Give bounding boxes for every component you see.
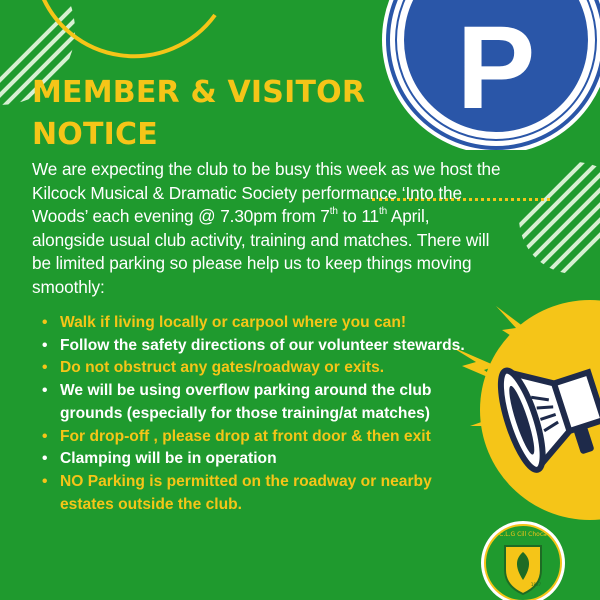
list-item: • Clamping will be in operation bbox=[38, 448, 478, 471]
hatched-circle-decoration bbox=[505, 160, 600, 280]
list-item: • NO Parking is permitted on the roadway or nearby estates outside the club. bbox=[38, 471, 478, 516]
crest-text: C.L.G Cill Choca bbox=[499, 531, 547, 538]
intro-part-3: April, alongside usual club activity, training and matches. There will be limited parking so please help us to keep things moving smoothly: bbox=[32, 206, 490, 297]
list-item: • Follow the safety directions of our volunteer stewards. bbox=[38, 335, 478, 358]
title-line-2: NOTICE bbox=[32, 117, 158, 152]
list-item: • Do not obstruct any gates/roadway or exits. bbox=[38, 357, 478, 380]
title-line-1: MEMBER & VISITOR bbox=[32, 75, 366, 110]
guidelines-list bbox=[38, 312, 478, 516]
club-crest-icon bbox=[478, 518, 568, 600]
list-item: • Walk if living locally or carpool where you can! bbox=[38, 312, 478, 335]
intro-part-2: to 11 bbox=[337, 206, 379, 227]
intro-sup-2: th bbox=[378, 206, 388, 218]
list-item: • For drop-off , please drop at front door & then exit bbox=[38, 426, 478, 449]
intro-paragraph bbox=[32, 158, 502, 300]
crest-year: 1887 bbox=[530, 582, 542, 587]
notice-title bbox=[32, 72, 392, 156]
parking-sign-icon bbox=[378, 0, 600, 150]
list-item: • We will be using overflow parking around the club grounds (especially for those training/at matches) bbox=[38, 380, 478, 425]
parking-letter: P bbox=[456, 2, 536, 134]
intro-part-1: We are expecting the club to be busy this week as we host the Kilcock Musical & Dramatic Society performance ‘Into the Woods’ each evening @ 7.30pm from 7 bbox=[32, 159, 501, 227]
intro-sup-1: th bbox=[329, 206, 338, 218]
